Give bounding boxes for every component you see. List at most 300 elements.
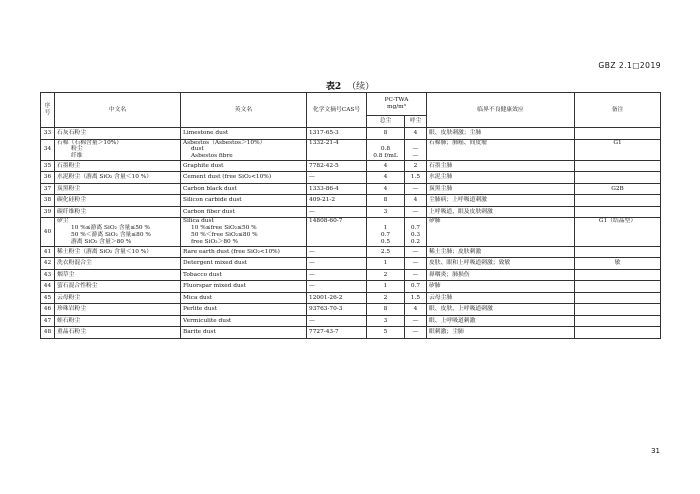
cell-cn-name-line: 稀土粉尘（游离 SiO₂ 含量＜10 %）	[57, 248, 153, 255]
cell-cn-name	[55, 258, 181, 270]
cell-cas-line	[309, 153, 364, 160]
cell-en-name-line: Limestone dust	[183, 129, 229, 136]
cell-health-line: 云母尘肺	[429, 294, 453, 301]
header-resp-dust: 呼尘	[405, 116, 427, 128]
cell-note-line	[577, 295, 658, 302]
cell-en-name	[181, 304, 307, 316]
cell-no: 47	[41, 315, 55, 327]
cell-health-line: 尘肺病；上呼吸道刺激	[429, 197, 487, 204]
cell-en-name-line: Carbon fiber dust	[183, 208, 235, 215]
cell-health	[427, 292, 575, 304]
cell-note-line	[577, 153, 658, 160]
cell-cn-name-line: 洗衣粉混合尘	[57, 260, 92, 267]
cell-note	[575, 304, 661, 316]
cell-resp-dust-line: 0.7	[410, 225, 421, 232]
cell-cn-name	[55, 183, 181, 195]
cell-no: 44	[41, 281, 55, 293]
cell-cas	[307, 139, 367, 160]
cell-note	[575, 172, 661, 184]
cell-total-dust	[367, 139, 405, 160]
cell-cn-name-line: 粉尘	[71, 146, 83, 153]
cell-cas	[307, 315, 367, 327]
cell-en-name-line: Mica dust	[183, 294, 213, 301]
cell-cas-line: —	[309, 248, 315, 255]
cell-note	[575, 195, 661, 207]
cell-total-dust	[367, 183, 405, 195]
cell-resp-dust	[405, 139, 427, 160]
cell-resp-dust	[405, 195, 427, 207]
cell-note-line	[577, 225, 658, 232]
table-row	[41, 292, 661, 304]
cell-cas-line: 14808-60-7	[309, 218, 343, 225]
cell-resp-dust-line: 1.5	[410, 294, 421, 301]
table-row	[41, 183, 661, 195]
cell-note-line	[577, 306, 658, 313]
cell-total-dust-line: 1	[383, 260, 388, 267]
cell-note-line	[577, 283, 658, 290]
cell-cn-name-line: 云母粉尘	[57, 294, 81, 301]
cell-health-line	[429, 146, 572, 153]
page-number: 31	[651, 447, 660, 455]
cell-resp-dust-line: —	[412, 271, 419, 278]
table-row	[41, 304, 661, 316]
cell-note-line: 敏	[614, 260, 621, 267]
table-row	[41, 195, 661, 207]
cell-health	[427, 258, 575, 270]
table-row	[41, 218, 661, 246]
cell-cas	[307, 206, 367, 218]
cell-cas-line: —	[309, 208, 315, 215]
cell-note-line: G1（结晶型）	[598, 218, 637, 225]
cell-en-name	[181, 206, 307, 218]
cell-no: 46	[41, 304, 55, 316]
cell-en-name-line: Perlite dust	[183, 306, 217, 313]
cell-en-name-line: Graphite dust	[183, 162, 224, 169]
cell-cn-name	[55, 315, 181, 327]
cell-cas-line: —	[309, 260, 315, 267]
cell-no: 40	[41, 218, 55, 246]
cell-health	[427, 206, 575, 218]
cell-note	[575, 281, 661, 293]
cell-cas	[307, 183, 367, 195]
cell-resp-dust	[405, 304, 427, 316]
cell-note-line	[577, 249, 658, 256]
cell-total-dust-line: 2.5	[380, 248, 391, 255]
cell-health-line: 眼刺激；尘肺	[429, 329, 464, 336]
cell-en-name-line: Silicon carbide dust	[183, 197, 242, 204]
cell-health-line: 矽肺	[429, 283, 441, 290]
cell-resp-dust-line: —	[412, 153, 419, 160]
header-total-dust: 总尘	[367, 116, 405, 128]
table-row	[41, 258, 661, 270]
cell-health	[427, 269, 575, 281]
cell-cn-name-line: 50 %＜游离 SiO₂ 含量≤80 %	[71, 232, 151, 239]
cell-note-line	[577, 232, 658, 239]
cell-cn-name	[55, 269, 181, 281]
cell-note	[575, 269, 661, 281]
cell-health-line: 皮肤、眼和上呼吸道刺激；致敏	[429, 260, 511, 267]
cell-en-name-line: Silica dust	[183, 218, 214, 225]
cell-health	[427, 160, 575, 172]
cell-en-name	[181, 139, 307, 160]
header-en-name: 英文名	[181, 93, 307, 128]
cell-health	[427, 183, 575, 195]
header-health: 临界不良健康效应	[427, 93, 575, 128]
standard-code: GBZ 2.1□2019	[598, 61, 661, 70]
cell-en-name-line: Asbestos（Asbestos＞10%）	[183, 139, 266, 146]
cell-note-line	[577, 272, 658, 279]
cell-health-line: 眼、皮肤、上呼吸道刺激	[429, 306, 493, 313]
cell-health	[427, 327, 575, 339]
cell-note-line	[577, 209, 658, 216]
table-row	[41, 246, 661, 258]
table-row	[41, 160, 661, 172]
cell-resp-dust-line	[407, 140, 424, 147]
cell-total-dust-line: 4	[383, 185, 388, 192]
cell-en-name-line: free SiO₂＞80 %	[191, 238, 239, 245]
cell-note-line: G2B	[611, 185, 624, 192]
cell-note-line	[577, 239, 658, 246]
cell-cn-name-line: 石灰石粉尘	[57, 129, 86, 136]
cell-cas-line: 12001-26-2	[309, 294, 343, 301]
cell-health	[427, 128, 575, 140]
cell-note	[575, 258, 661, 270]
cell-en-name-line: Tobacco dust	[183, 271, 222, 278]
cell-total-dust-line: 8	[383, 197, 388, 204]
table-row	[41, 139, 661, 160]
cell-resp-dust	[405, 128, 427, 140]
cell-cas-line: 1333-86-4	[309, 185, 339, 192]
table-row	[41, 172, 661, 184]
cell-health-line	[429, 225, 572, 232]
cell-total-dust	[367, 304, 405, 316]
cell-en-name	[181, 292, 307, 304]
cell-en-name-line: 10 %≤free SiO₂≤50 %	[191, 225, 257, 232]
header-pctwa-label: PC-TWA	[384, 97, 409, 104]
cell-cas-line: 93763-70-3	[309, 306, 343, 313]
cell-cas	[307, 195, 367, 207]
cell-en-name	[181, 246, 307, 258]
cell-cn-name	[55, 281, 181, 293]
cell-cas-line: —	[309, 317, 315, 324]
cell-no: 38	[41, 195, 55, 207]
table-caption	[0, 79, 700, 92]
cell-resp-dust	[405, 172, 427, 184]
cell-note	[575, 128, 661, 140]
cell-cas	[307, 292, 367, 304]
cell-cn-name-line: 水泥粉尘（游离 SiO₂ 含量＜10 %）	[57, 174, 153, 181]
cell-cn-name-line: 矽尘	[57, 218, 69, 225]
cell-resp-dust-line: 0.2	[410, 238, 421, 245]
cell-cas-line	[309, 239, 364, 246]
cell-total-dust	[367, 218, 405, 246]
cell-cas-line: 7727-43-7	[309, 329, 339, 336]
cell-note	[575, 292, 661, 304]
cell-note-line	[577, 197, 658, 204]
cell-total-dust	[367, 258, 405, 270]
cell-total-dust-line: 0.5	[380, 238, 391, 245]
cell-en-name-line: Fluorspar mixed dust	[183, 283, 246, 290]
cell-total-dust	[367, 327, 405, 339]
cell-en-name	[181, 160, 307, 172]
cell-cn-name	[55, 195, 181, 207]
header-no: 序号	[41, 93, 55, 128]
cell-cn-name	[55, 206, 181, 218]
cell-total-dust-line: 2	[383, 271, 388, 278]
cell-no: 34	[41, 139, 55, 160]
cell-cn-name	[55, 292, 181, 304]
cell-health-line	[429, 232, 572, 239]
cell-total-dust-line: 2	[383, 294, 388, 301]
cell-total-dust	[367, 292, 405, 304]
cell-cas-line: —	[309, 174, 315, 181]
cell-total-dust-line: 8	[383, 129, 388, 136]
cell-note	[575, 246, 661, 258]
cell-resp-dust	[405, 206, 427, 218]
cell-no: 45	[41, 292, 55, 304]
cell-total-dust-line: 8	[383, 306, 388, 313]
caption-title: 表2	[325, 82, 342, 92]
cell-en-name	[181, 315, 307, 327]
table-row	[41, 206, 661, 218]
cell-cas	[307, 281, 367, 293]
cell-total-dust-line: 4	[383, 162, 388, 169]
cell-cn-name-line: 蛭石粉尘	[57, 317, 81, 324]
cell-health	[427, 246, 575, 258]
cell-total-dust	[367, 195, 405, 207]
cell-en-name-line: 50 %＜free SiO₂≤80 %	[191, 232, 258, 239]
cell-no: 37	[41, 183, 55, 195]
cell-en-name	[181, 183, 307, 195]
cell-health	[427, 139, 575, 160]
cell-health-line: 上呼吸道、眼及皮肤刺激	[429, 208, 493, 215]
cell-cas-line	[309, 146, 364, 153]
cell-cn-name-line: 碳化硅粉尘	[57, 197, 86, 204]
cell-cas-line	[309, 225, 364, 232]
cell-no: 41	[41, 246, 55, 258]
cell-note-line: G1	[613, 139, 622, 146]
cell-total-dust	[367, 246, 405, 258]
cell-en-name	[181, 172, 307, 184]
table-row	[41, 281, 661, 293]
cell-total-dust-line: 0.8	[380, 146, 391, 153]
caption-continued: （续）	[347, 82, 375, 92]
cell-total-dust-line: 0.7	[380, 232, 391, 239]
cell-cn-name-line: 纤维	[71, 153, 83, 160]
cell-note	[575, 183, 661, 195]
cell-cn-name-line: 碳纤维粉尘	[57, 208, 86, 215]
cell-resp-dust-line: 0.7	[410, 283, 421, 290]
cell-en-name-line: Asbestos fibre	[191, 153, 233, 160]
cell-resp-dust-line: —	[412, 185, 419, 192]
cell-health-line: 眼、上呼吸道刺激	[429, 317, 476, 324]
cell-no: 42	[41, 258, 55, 270]
cell-total-dust-line: 1	[383, 225, 388, 232]
cell-cas	[307, 172, 367, 184]
cell-cn-name	[55, 160, 181, 172]
cell-no: 33	[41, 128, 55, 140]
cell-total-dust	[367, 315, 405, 327]
cell-cas-line	[309, 232, 364, 239]
cell-resp-dust-line: —	[412, 317, 419, 324]
cell-note-line	[577, 329, 658, 336]
cell-health	[427, 195, 575, 207]
cell-cn-name	[55, 327, 181, 339]
occupational-exposure-table	[40, 92, 661, 339]
cell-en-name	[181, 195, 307, 207]
cell-note-line	[577, 174, 658, 181]
cell-health-line	[429, 239, 572, 246]
cell-cas	[307, 258, 367, 270]
cell-note-line	[577, 163, 658, 170]
cell-health	[427, 304, 575, 316]
cell-total-dust	[367, 206, 405, 218]
cell-cn-name-line: 石棉（石棉含量＞10%）	[57, 139, 123, 146]
cell-note	[575, 327, 661, 339]
cell-en-name	[181, 218, 307, 246]
cell-health-line: 矽肺	[429, 218, 441, 225]
cell-en-name-line: Detergent mixed dust	[183, 260, 248, 267]
cell-note-line	[577, 318, 658, 325]
cell-resp-dust	[405, 160, 427, 172]
cell-en-name-line: Cement dust (free SiO₂<10%)	[183, 174, 272, 181]
cell-cas-line: —	[309, 283, 315, 290]
cell-resp-dust	[405, 218, 427, 246]
cell-health-line: 眼、皮肤刺激；尘肺	[429, 129, 482, 136]
cell-cn-name-line: 炭黑粉尘	[57, 185, 81, 192]
cell-health	[427, 281, 575, 293]
cell-resp-dust-line: —	[412, 248, 419, 255]
cell-resp-dust	[405, 281, 427, 293]
header-note: 备注	[575, 93, 661, 128]
cell-en-name-line: Carbon black dust	[183, 185, 237, 192]
cell-cas-line: 409-21-2	[309, 197, 336, 204]
cell-en-name-line: Barite dust	[183, 329, 216, 336]
cell-resp-dust	[405, 258, 427, 270]
cell-cn-name-line: 10 %≤游离 SiO₂ 含量≤50 %	[71, 225, 150, 232]
cell-resp-dust-line: 0.3	[410, 232, 421, 239]
cell-resp-dust	[405, 292, 427, 304]
cell-resp-dust	[405, 246, 427, 258]
cell-health	[427, 172, 575, 184]
cell-resp-dust	[405, 327, 427, 339]
header-pctwa	[367, 93, 427, 116]
cell-note-line	[577, 130, 658, 137]
header-cn-name: 中文名	[55, 93, 181, 128]
cell-cn-name-line: 石墨粉尘	[57, 162, 81, 169]
table-row	[41, 128, 661, 140]
cell-resp-dust-line: —	[412, 260, 419, 267]
cell-cn-name-line: 萤石混合性粉尘	[57, 283, 98, 290]
cell-note	[575, 218, 661, 246]
header-pctwa-unit: mg/m³	[387, 104, 406, 110]
cell-total-dust-line	[369, 218, 402, 225]
cell-no: 48	[41, 327, 55, 339]
cell-total-dust-line: 1	[383, 283, 388, 290]
cell-resp-dust-line: 4	[413, 306, 418, 313]
cell-health	[427, 315, 575, 327]
cell-resp-dust	[405, 315, 427, 327]
table-row	[41, 327, 661, 339]
cell-cn-name	[55, 128, 181, 140]
cell-resp-dust-line: 2	[413, 162, 418, 169]
cell-resp-dust-line: 1.5	[410, 174, 421, 181]
cell-cas-line: —	[309, 271, 315, 278]
cell-no: 35	[41, 160, 55, 172]
header-cas: 化学文摘号CAS号	[307, 93, 367, 128]
cell-cas	[307, 327, 367, 339]
cell-note	[575, 139, 661, 160]
cell-en-name	[181, 258, 307, 270]
cell-cas	[307, 128, 367, 140]
cell-total-dust	[367, 128, 405, 140]
cell-cas-line: 1332-21-4	[309, 139, 339, 146]
cell-cn-name-line: 珍珠岩粉尘	[57, 306, 86, 313]
cell-resp-dust	[405, 269, 427, 281]
cell-health-line: 石棉肺；肺癌、间皮瘤	[429, 139, 487, 146]
cell-resp-dust-line: —	[412, 208, 419, 215]
cell-health-line: 炭黑尘肺	[429, 185, 453, 192]
cell-cas	[307, 218, 367, 246]
cell-resp-dust-line: 4	[413, 129, 418, 136]
cell-health-line: 水泥尘肺	[429, 174, 453, 181]
cell-resp-dust-line: 4	[413, 197, 418, 204]
cell-cas	[307, 246, 367, 258]
cell-note	[575, 206, 661, 218]
cell-no: 36	[41, 172, 55, 184]
cell-cn-name-line: 游离 SiO₂ 含量＞80 %	[71, 238, 132, 245]
cell-cn-name	[55, 139, 181, 160]
cell-resp-dust	[405, 183, 427, 195]
cell-cn-name	[55, 218, 181, 246]
cell-cn-name	[55, 172, 181, 184]
cell-note	[575, 315, 661, 327]
cell-total-dust	[367, 172, 405, 184]
cell-en-name-line: Vermiculite dust	[183, 317, 232, 324]
cell-no: 43	[41, 269, 55, 281]
cell-resp-dust-line: —	[412, 146, 419, 153]
cell-total-dust	[367, 160, 405, 172]
cell-health-line: 稀土尘肺；皮肤刺激	[429, 248, 482, 255]
table-row	[41, 269, 661, 281]
cell-note	[575, 160, 661, 172]
cell-total-dust-line: 5	[383, 329, 388, 336]
cell-cn-name-line: 重晶石粉尘	[57, 329, 86, 336]
cell-total-dust-line: 0.8 f/mL	[373, 153, 398, 160]
cell-note-line	[577, 146, 658, 153]
cell-resp-dust-line: —	[412, 329, 419, 336]
cell-cas-line: 7782-42-5	[309, 162, 339, 169]
cell-cn-name	[55, 304, 181, 316]
cell-total-dust-line	[369, 140, 402, 147]
cell-total-dust-line: 4	[383, 174, 388, 181]
cell-en-name-line: dust	[191, 146, 204, 153]
cell-cas	[307, 160, 367, 172]
cell-cn-name	[55, 246, 181, 258]
table-row	[41, 315, 661, 327]
cell-total-dust-line: 3	[383, 317, 388, 324]
cell-no: 39	[41, 206, 55, 218]
cell-total-dust	[367, 281, 405, 293]
cell-health-line: 石墨尘肺	[429, 162, 453, 169]
cell-cas	[307, 304, 367, 316]
cell-en-name	[181, 281, 307, 293]
cell-total-dust	[367, 269, 405, 281]
cell-en-name-line: Rare earth dust (free SiO₂<10%)	[183, 248, 280, 255]
cell-health	[427, 218, 575, 246]
cell-resp-dust-line	[407, 218, 424, 225]
cell-health-line: 鼻咽炎；肺损伤	[429, 271, 470, 278]
